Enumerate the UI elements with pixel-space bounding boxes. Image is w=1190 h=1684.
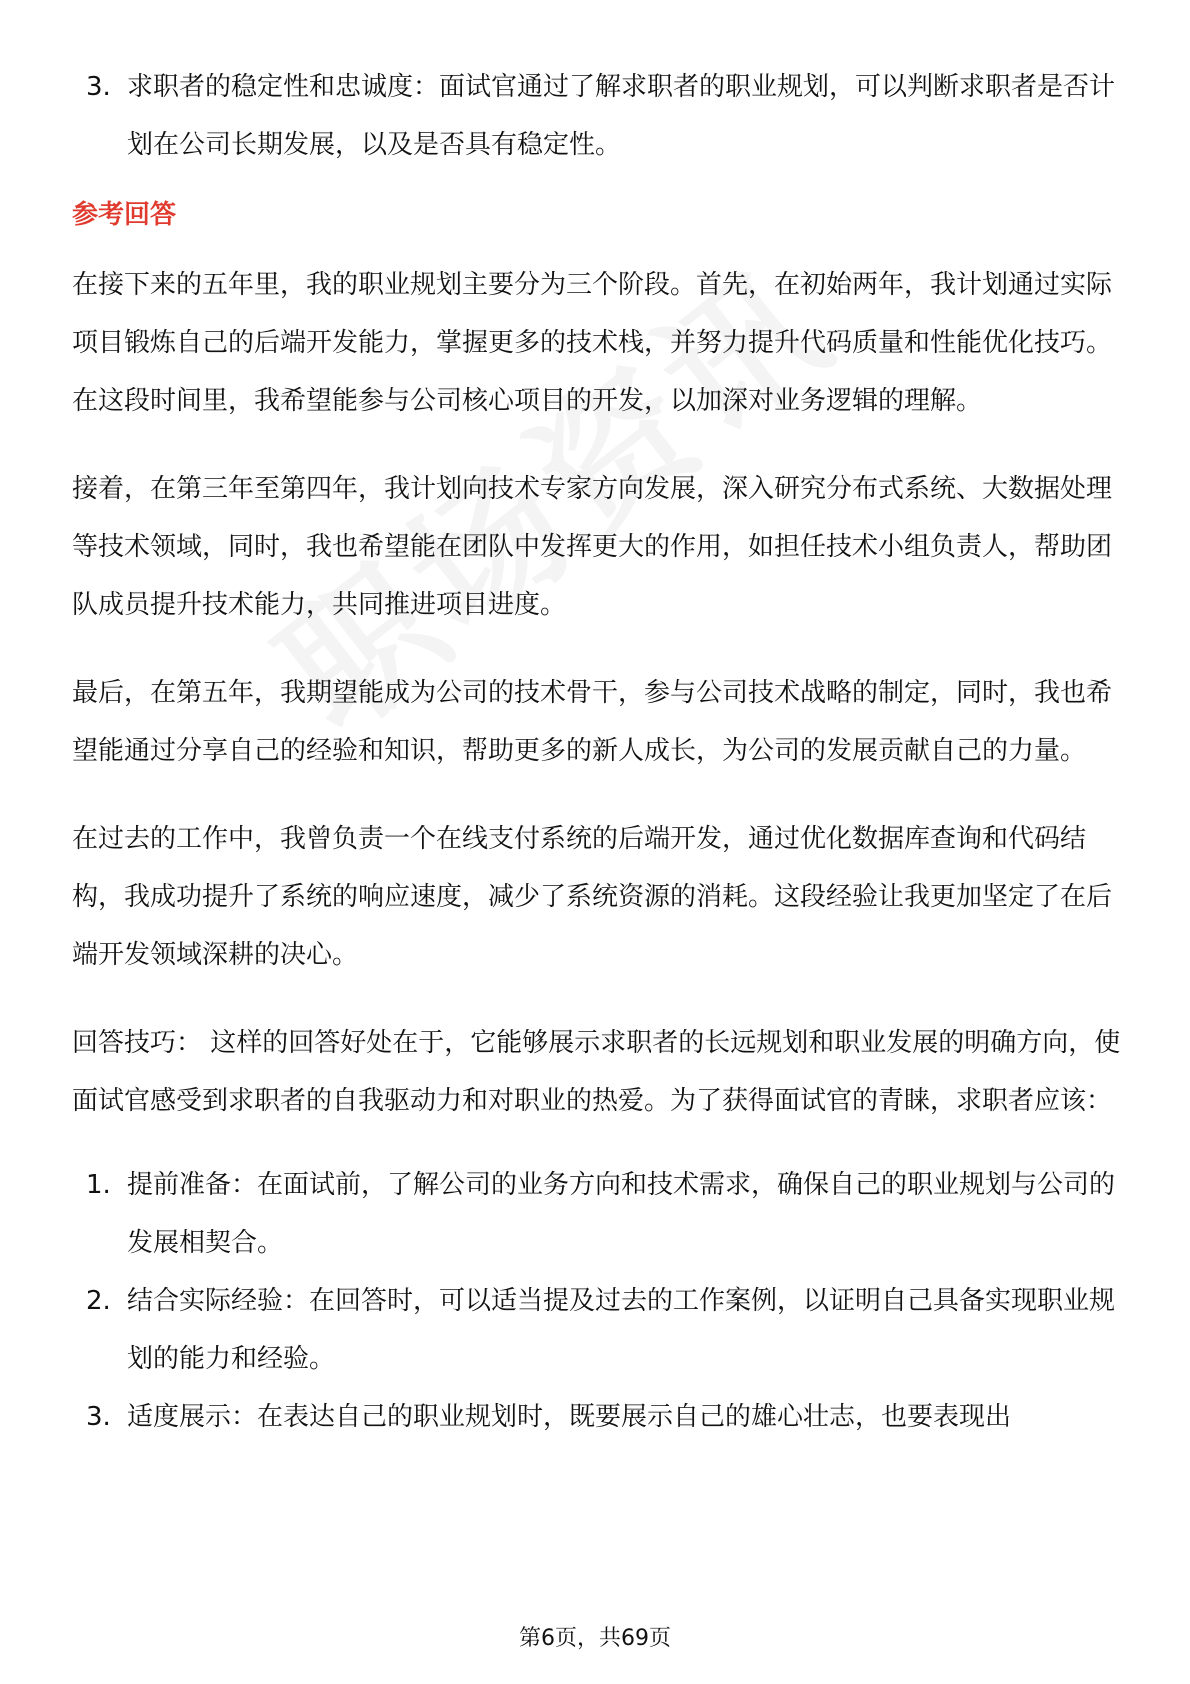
page-content: [72, 58, 1122, 1446]
answer-paragraph: 接着，在第三年至第四年，我计划向技术专家方向发展，深入研究分布式系统、大数据处理等技术领域，同时，我也希望能在团队中发挥更大的作用，如担任技术小组负责人，帮助团队成员提升技术能力，共同推进项目进度。: [72, 474, 1113, 620]
list-item-text: 求职者的稳定性和忠诚度：面试官通过了解求职者的职业规划，可以判断求职者是否计划在公司长期发展，以及是否具有稳定性。: [127, 72, 1116, 160]
list-item: [72, 1388, 1122, 1446]
list-item-text: 结合实际经验：在回答时，可以适当提及过去的工作案例，以证明自己具备实现职业规划的能力和经验。: [127, 1286, 1116, 1374]
top-numbered-list: [72, 58, 1122, 174]
list-item-number: 3.: [86, 72, 111, 102]
tips-numbered-list: [72, 1156, 1122, 1446]
list-item-number: 3.: [86, 1402, 111, 1432]
list-item: [72, 1272, 1122, 1388]
list-item-text: 适度展示：在表达自己的职业规划时，既要展示自己的雄心壮志，也要表现出: [127, 1402, 1012, 1432]
tips-paragraph: 回答技巧： 这样的回答好处在于，它能够展示求职者的长远规划和职业发展的明确方向，使面试官感受到求职者的自我驱动力和对职业的热爱。为了获得面试官的青睐，求职者应该：: [72, 1028, 1121, 1116]
list-item-number: 2.: [86, 1286, 111, 1316]
answer-paragraph: 在接下来的五年里，我的职业规划主要分为三个阶段。首先，在初始两年，我计划通过实际项目锻炼自己的后端开发能力，掌握更多的技术栈，并努力提升代码质量和性能优化技巧。在这段时间里，我希望能参与公司核心项目的开发，以加深对业务逻辑的理解。: [72, 270, 1113, 416]
page-number-footer: 第6页，共69页: [519, 1626, 671, 1651]
list-item-number: 1.: [86, 1170, 111, 1200]
list-item: [72, 58, 1122, 174]
list-item: [72, 1156, 1122, 1272]
list-item-text: 提前准备：在面试前，了解公司的业务方向和技术需求，确保自己的职业规划与公司的发展相契合。: [127, 1170, 1116, 1258]
section-heading: 参考回答: [72, 200, 177, 230]
answer-paragraph: 在过去的工作中，我曾负责一个在线支付系统的后端开发，通过优化数据库查询和代码结构，我成功提升了系统的响应速度，减少了系统资源的消耗。这段经验让我更加坚定了在后端开发领域深耕的决心。: [72, 824, 1113, 970]
answer-paragraph: 最后，在第五年，我期望能成为公司的技术骨干，参与公司技术战略的制定，同时，我也希望能通过分享自己的经验和知识，帮助更多的新人成长，为公司的发展贡献自己的力量。: [72, 678, 1113, 766]
